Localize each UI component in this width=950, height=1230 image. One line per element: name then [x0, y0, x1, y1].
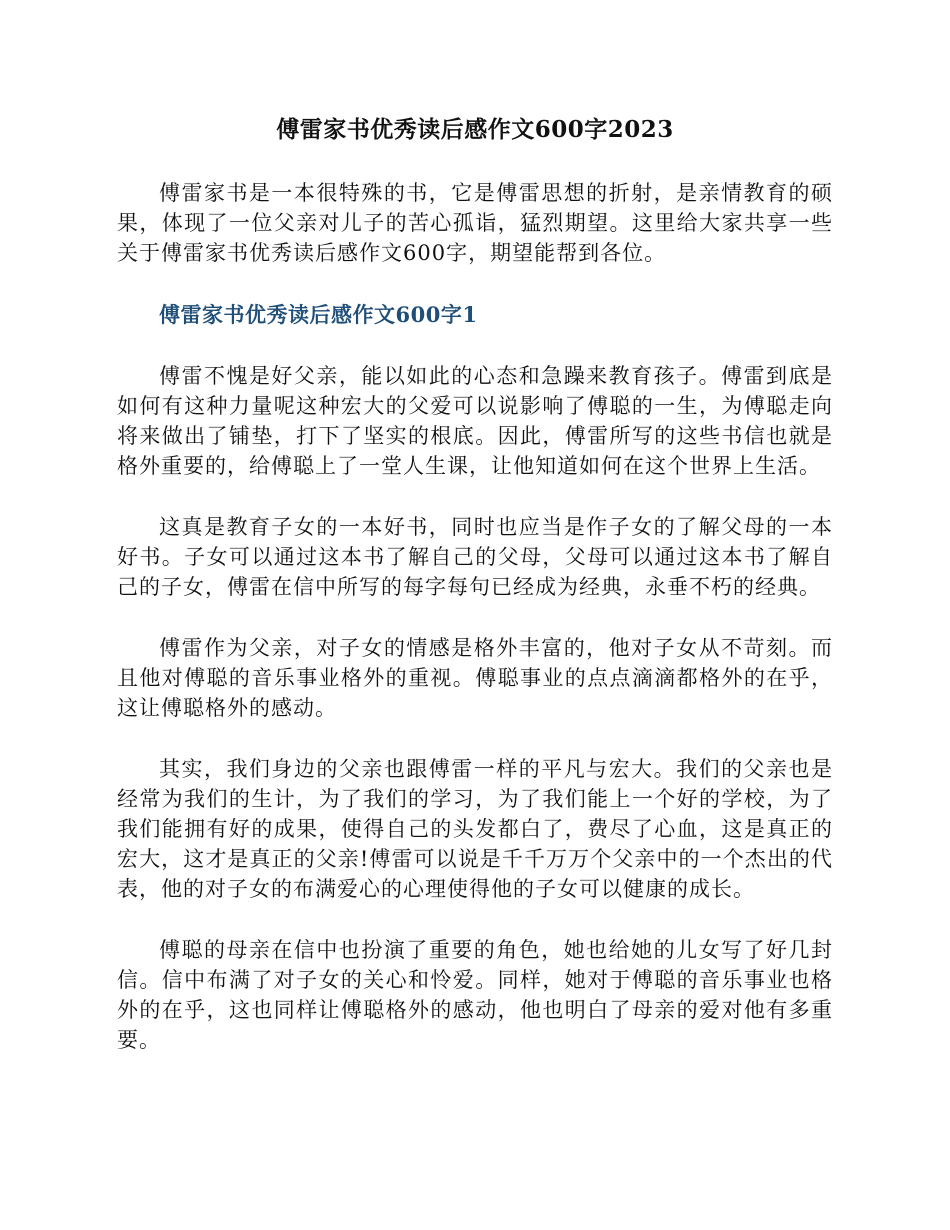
body-paragraph-5: 傅聪的母亲在信中也扮演了重要的角色，她也给她的儿女写了好几封信。信中布满了对子女的关心和怜爱。同样，她对于傅聪的音乐事业也格外的在乎，这也同样让傅聪格外的感动，他也明白了母亲的爱对他有多重要。: [117, 938, 833, 1052]
document-title: 傅雷家书优秀读后感作文600字2023: [276, 116, 674, 143]
section-heading: 傅雷家书优秀读后感作文600字1: [159, 302, 478, 327]
intro-paragraph: 傅雷家书是一本很特殊的书，它是傅雷思想的折射，是亲情教育的硕果，体现了一位父亲对儿子的苦心孤诣，猛烈期望。这里给大家共享一些关于傅雷家书优秀读后感作文600字，期望能帮到各位。: [117, 181, 833, 265]
body-paragraph-2: 这真是教育子女的一本好书，同时也应当是作子女的了解父母的一本好书。子女可以通过这本书了解自己的父母，父母可以通过这本书了解自己的子女，傅雷在信中所写的每字每句已经成为经典，永垂不朽的经典。: [117, 515, 833, 599]
document-page: [117, 112, 833, 1086]
body-paragraph-4: 其实，我们身边的父亲也跟傅雷一样的平凡与宏大。我们的父亲也是经常为我们的生计，为了我们的学习，为了我们能上一个好的学校，为了我们能拥有好的成果，使得自己的头发都白了，费尽了心血，这是真正的宏大，这才是真正的父亲!傅雷可以说是千千万万个父亲中的一个杰出的代表，他的对子女的布满爱心的心理使得他的子女可以健康的成长。: [117, 757, 833, 901]
body-paragraph-3: 傅雷作为父亲，对子女的情感是格外丰富的，他对子女从不苛刻。而且他对傅聪的音乐事业格外的重视。傅聪事业的点点滴滴都格外的在乎，这让傅聪格外的感动。: [117, 636, 833, 720]
body-paragraph-1: 傅雷不愧是好父亲，能以如此的心态和急躁来教育孩子。傅雷到底是如何有这种力量呢这种宏大的父爱可以说影响了傅聪的一生，为傅聪走向将来做出了铺垫，打下了坚实的根底。因此，傅雷所写的这些书信也就是格外重要的，给傅聪上了一堂人生课，让他知道如何在这个世界上生活。: [117, 364, 833, 478]
